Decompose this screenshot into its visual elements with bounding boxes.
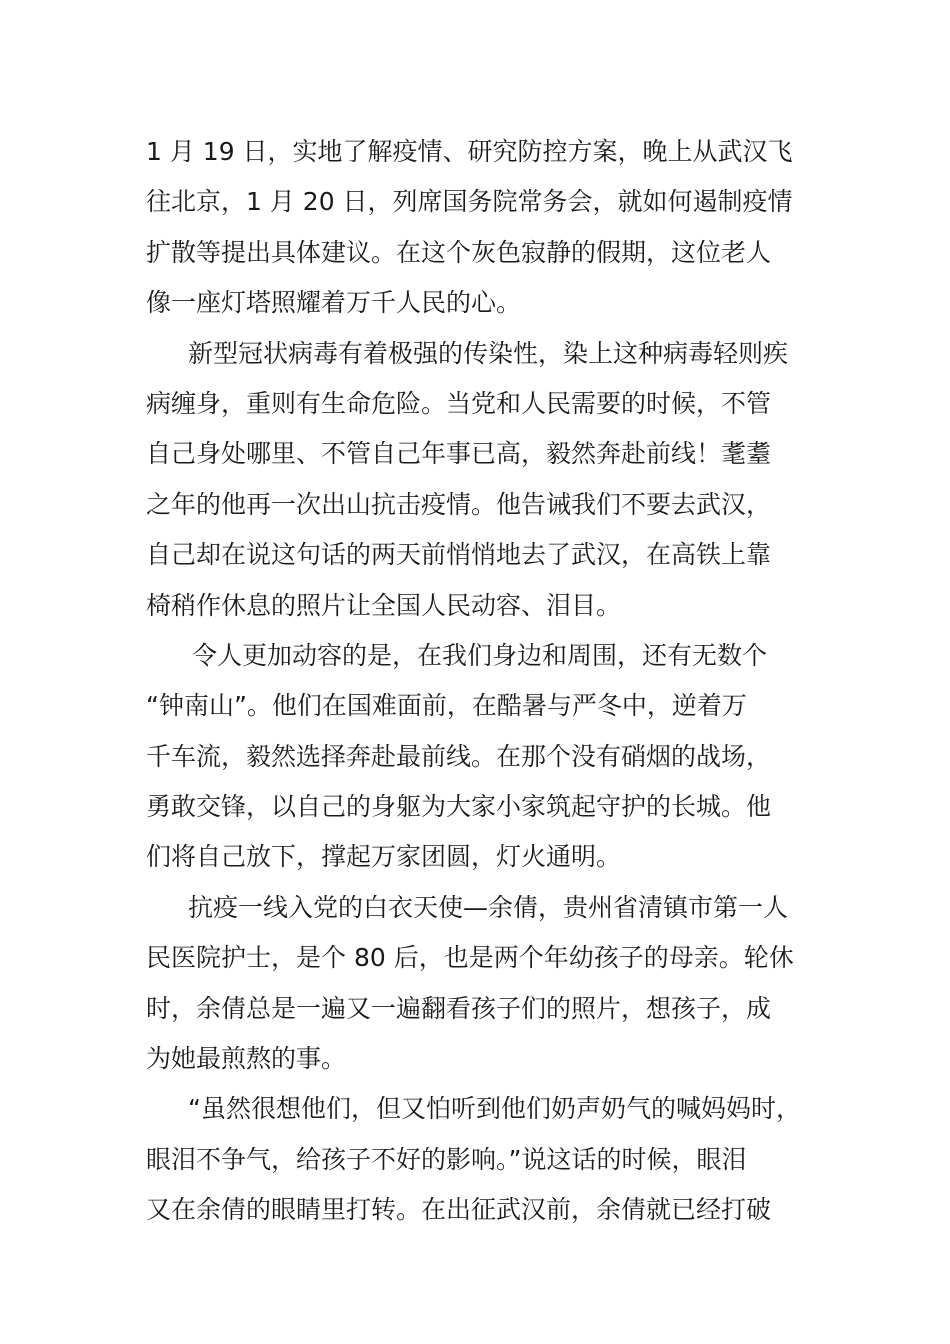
text-line: 自己身处哪里、不管自己年事已高，毅然奔赴前线！耄耋 (146, 439, 772, 469)
text-line: 又在余倩的眼睛里打转。在出征武汉前，余倩就已经打破 (146, 1195, 772, 1225)
text-line: 扩散等提出具体建议。在这个灰色寂静的假期，这位老人 (146, 237, 772, 267)
paragraph-5 (146, 1084, 836, 1235)
paragraph-3 (146, 631, 836, 883)
paragraph-1 (146, 127, 836, 329)
text-line: 往北京，1 月 20 日，列席国务院常务会，就如何遏制疫情 (146, 187, 793, 217)
article-body (146, 127, 836, 1236)
text-line: 勇敢交锋，以自己的身躯为大家小家筑起守护的长城。他 (146, 792, 772, 822)
paragraph-4 (146, 883, 836, 1085)
text-line: 新型冠状病毒有着极强的传染性，染上这种病毒轻则疾 (188, 338, 789, 368)
text-line: 病缠身，重则有生命危险。当党和人民需要的时候，不管 (146, 388, 772, 418)
text-line: 们将自己放下，撑起万家团圆，灯火通明。 (146, 842, 622, 872)
text-line: 千车流，毅然选择奔赴最前线。在那个没有硝烟的战场， (146, 741, 772, 771)
text-line: 之年的他再一次出山抗击疫情。他告诫我们不要去武汉， (146, 489, 772, 519)
text-line: 1 月 19 日，实地了解疫情、研究防控方案，晚上从武汉飞 (146, 137, 793, 166)
text-line: 抗疫一线入党的白衣天使—余倩，贵州省清镇市第一人 (188, 892, 789, 922)
text-line: 时，余倩总是一遍又一遍翻看孩子们的照片，想孩子，成 (146, 993, 772, 1023)
text-line: 自己却在说这句话的两天前悄悄地去了武汉，在高铁上靠 (146, 540, 772, 570)
text-line: “钟南山”。他们在国难面前，在酷暑与严冬中，逆着万 (146, 691, 747, 721)
text-line: “虽然很想他们，但又怕听到他们奶声奶气的喊妈妈时， (188, 1094, 801, 1124)
text-line: 令人更加动容的是，在我们身边和周围，还有无数个 (192, 640, 768, 670)
text-line: 椅稍作休息的照片让全国人民动容、泪目。 (146, 590, 622, 620)
text-line: 像一座灯塔照耀着万千人民的心。 (146, 288, 522, 318)
text-line: 眼泪不争气，给孩子不好的影响。”说这话的时候，眼泪 (146, 1144, 747, 1174)
text-line: 民医院护士，是个 80 后，也是两个年幼孩子的母亲。轮休 (146, 943, 794, 973)
text-line: 为她最煎熬的事。 (146, 1044, 347, 1074)
paragraph-2 (146, 329, 836, 631)
